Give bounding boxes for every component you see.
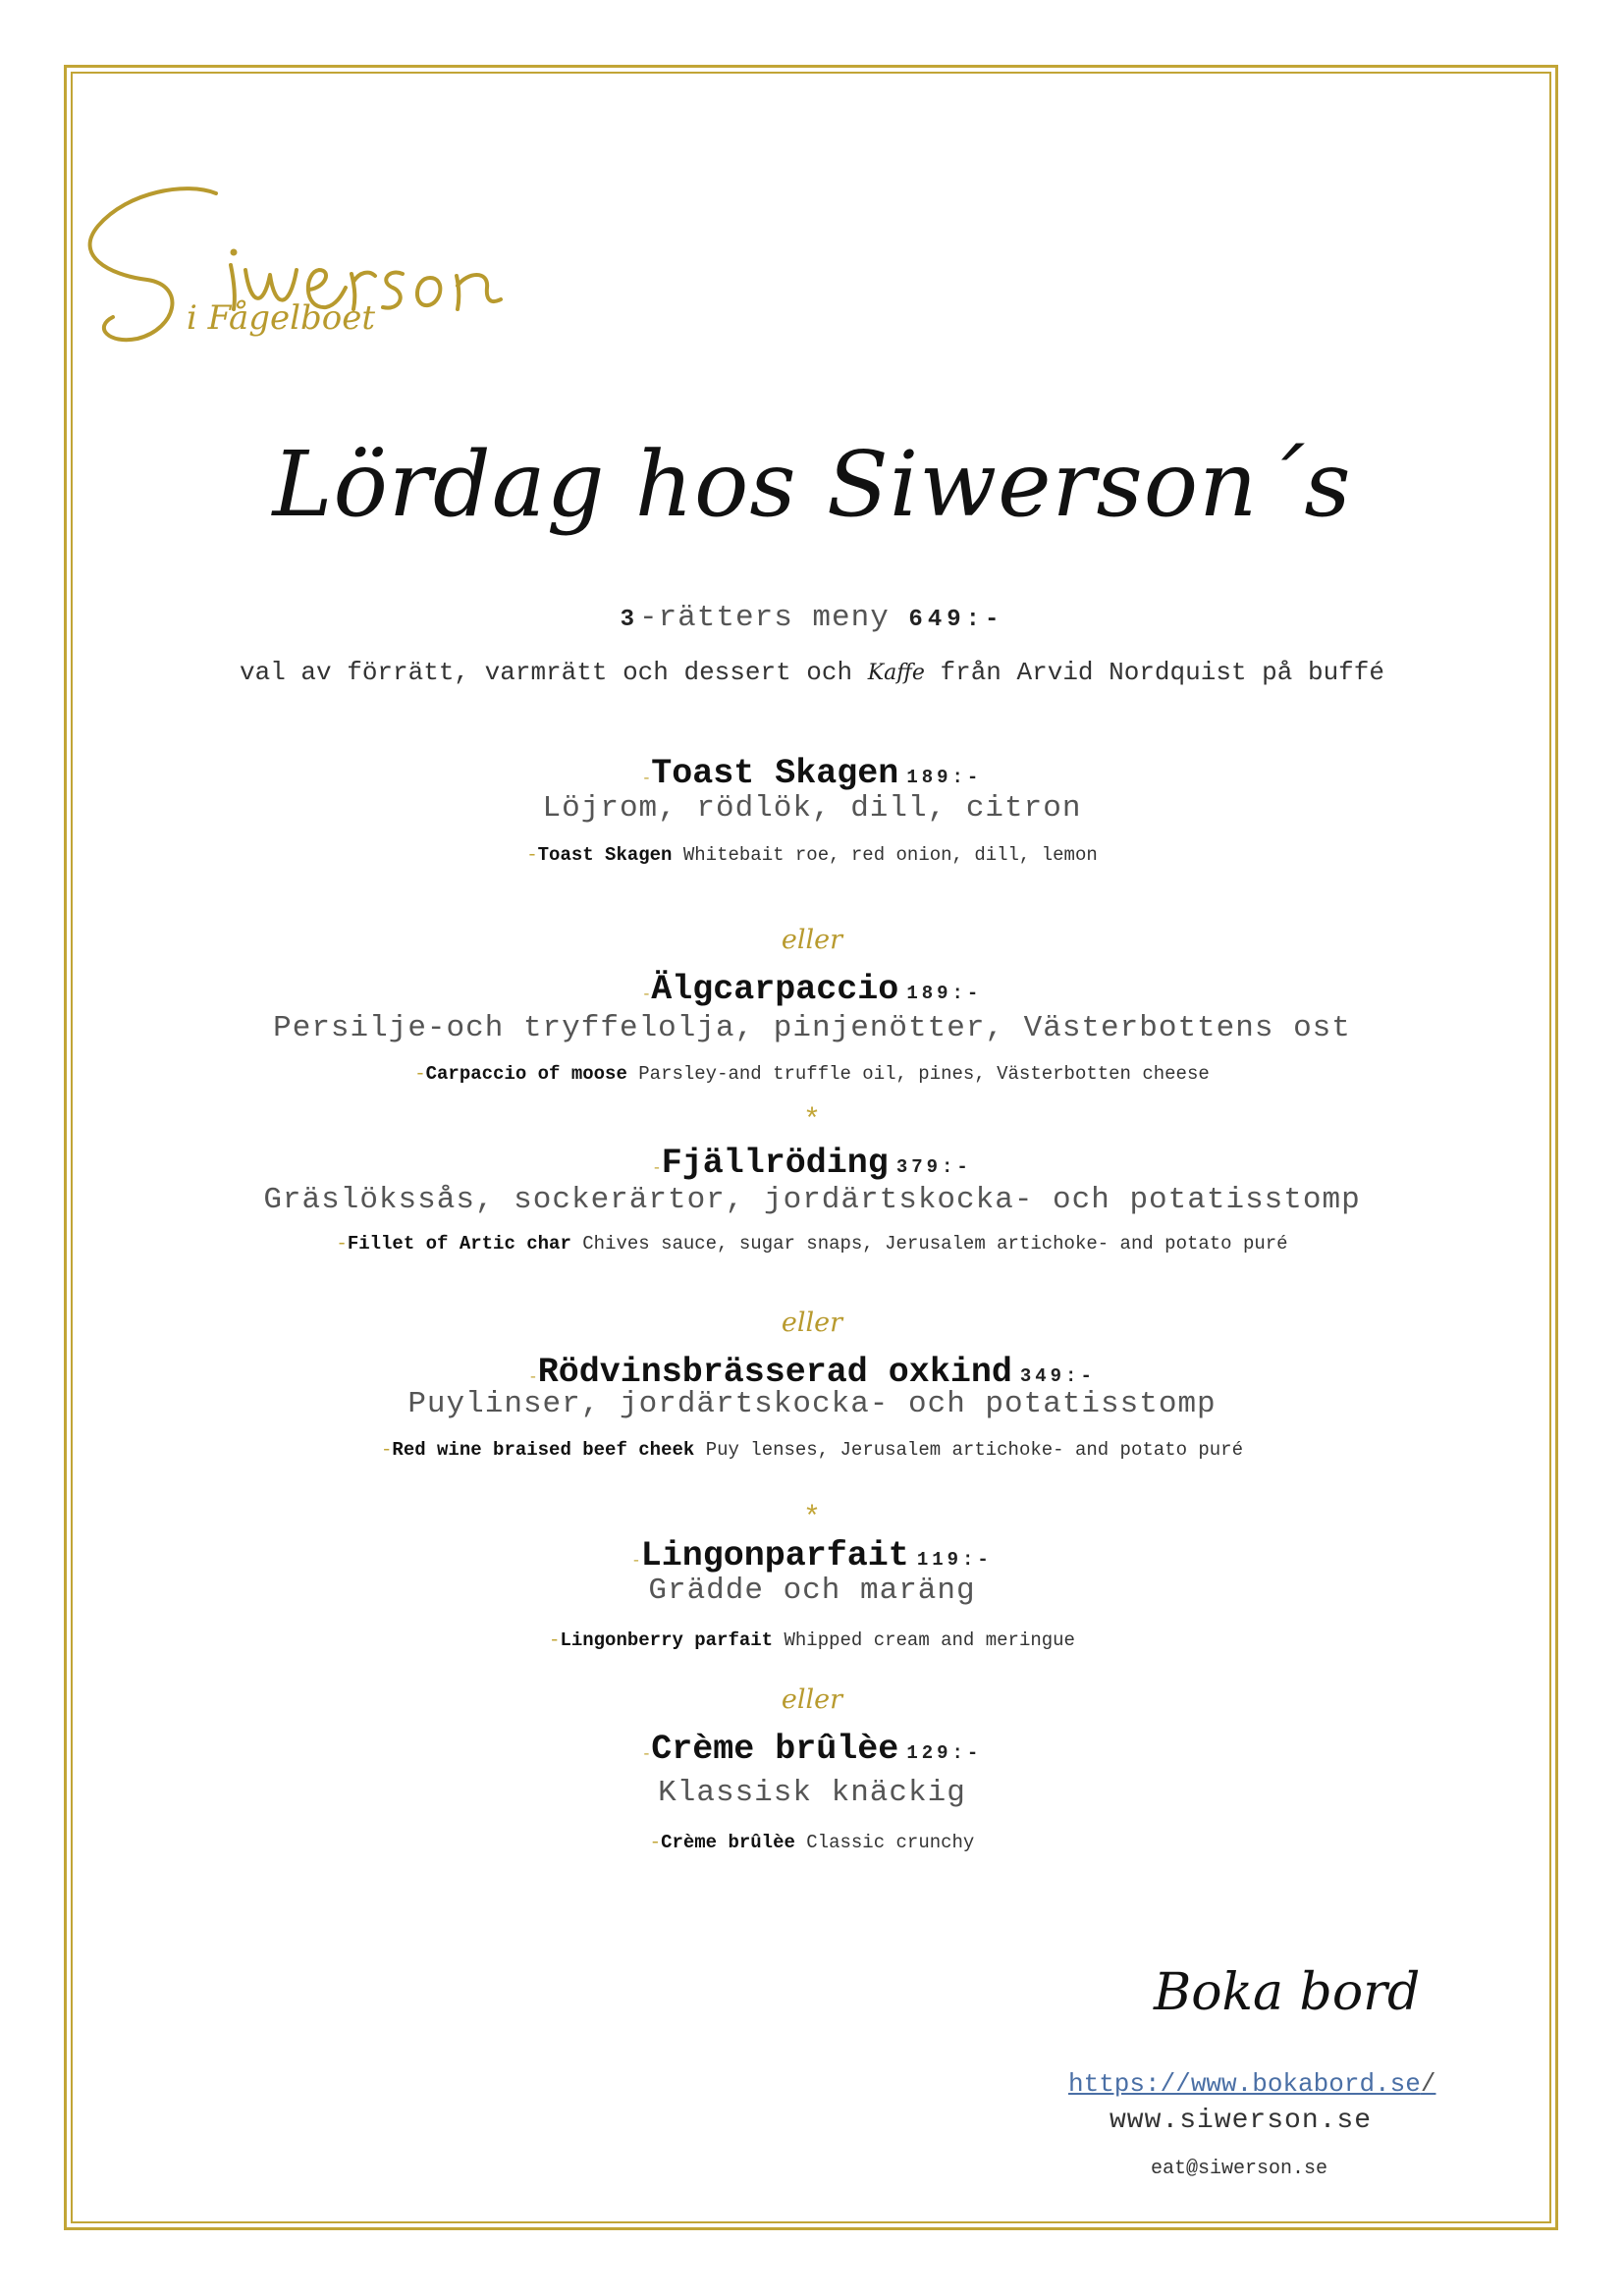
menu-description: val av förrätt, varmrätt och dessert och Kaffe från Arvid Nordquist på buffé [240,658,1384,687]
email-address[interactable]: eat@siwerson.se [1151,2158,1328,2180]
dish-title: -Fjällröding 379:- [652,1144,972,1183]
dish-description: Puylinser, jordärtskocka- och potatisstomp [407,1387,1217,1421]
dish-english: -Toast Skagen Whitebait roe, red onion, dill, lemon [526,844,1098,866]
dish-title: -Toast Skagen 189:- [641,754,983,793]
dish-description: Klassisk knäckig [658,1776,966,1810]
or-separator: eller [781,1308,843,1338]
or-separator: eller [781,925,843,955]
dish-english: -Crème brûlèe Classic crunchy [649,1832,975,1853]
dish-english: -Red wine braised beef cheek Puy lenses, Jerusalem artichoke- and potato puré [381,1439,1243,1461]
dish-title: -Älgcarpaccio 189:- [641,970,983,1009]
booking-url[interactable]: https://www.bokabord.se/ [1068,2069,1436,2099]
dish-title: -Lingonparfait 119:- [631,1536,993,1575]
menu-courses-label: -rätters meny [638,601,890,635]
menu-price: 649:- [908,607,1004,633]
or-separator: eller [781,1684,843,1715]
kaffe-word: Kaffe [867,661,925,685]
page-title: Lördag hos Siwerson´s [272,432,1352,537]
dish-title: -Rödvinsbrässerad oxkind 349:- [528,1353,1096,1392]
svg-text:i Fågelboet: i Fågelboet [187,298,376,338]
menu-title [0,601,1624,635]
asterisk-separator: * [802,1502,821,1535]
dish-title: -Crème brûlèe 129:- [641,1730,983,1769]
dish-english: -Lingonberry parfait Whipped cream and meringue [549,1629,1075,1651]
boka-bord-heading: Boka bord [1154,1963,1421,2022]
asterisk-separator: * [802,1104,821,1138]
menu-courses-number: 3 [620,607,639,633]
booking-link[interactable]: https://www.bokabord.se [1068,2069,1421,2099]
website-url[interactable]: www.siwerson.se [1110,2106,1373,2136]
dish-english: -Carpaccio of moose Parsley-and truffle oil, pines, Västerbotten cheese [414,1063,1210,1085]
dish-description: Löjrom, rödlök, dill, citron [542,791,1082,826]
dish-description: Persilje-och tryffelolja, pinjenötter, Västerbottens ost [273,1011,1351,1045]
siwerson-logo [69,172,560,358]
dish-description: Gräslökssås, sockerärtor, jordärtskocka- och potatisstomp [263,1183,1361,1217]
dish-description: Grädde och maräng [648,1574,976,1608]
dish-english: -Fillet of Artic char Chives sauce, sugar snaps, Jerusalem artichoke- and potato puré [336,1233,1288,1255]
